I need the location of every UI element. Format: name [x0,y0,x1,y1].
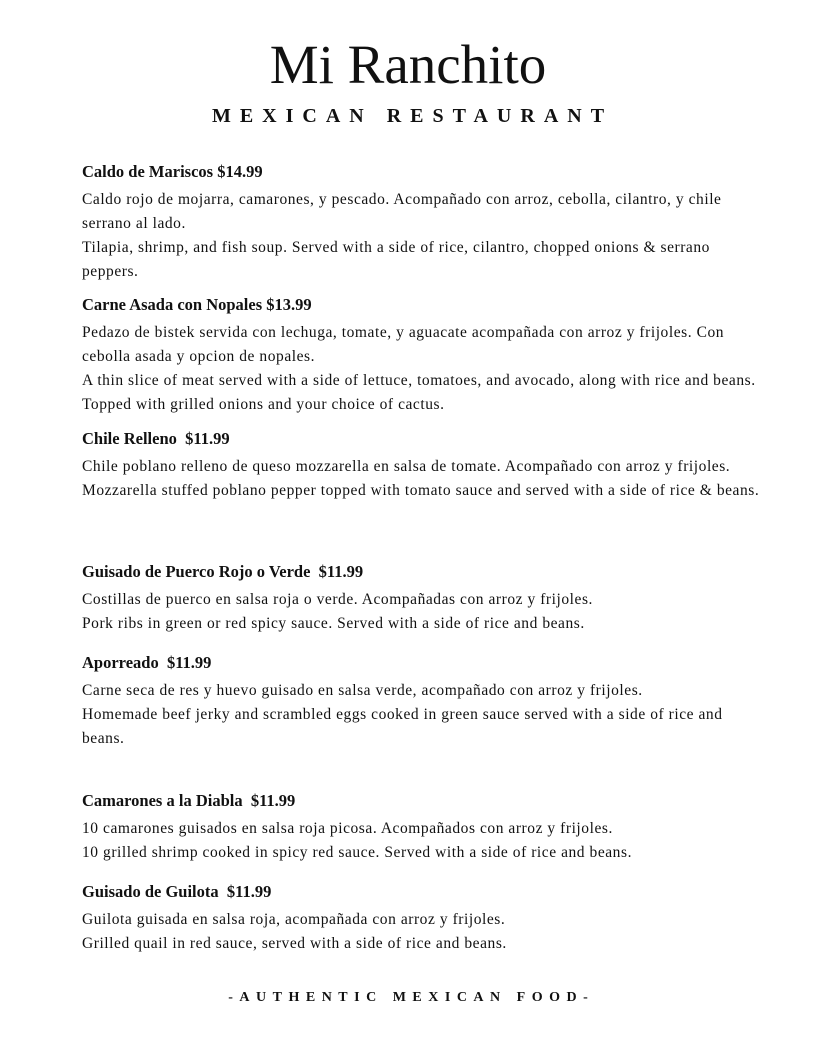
menu-item-description-english: A thin slice of meat served with a side of lettuce, tomatoes, and avocado, along with rice and beans. Topped with grilled onions and your choice of cactus. [82,372,756,413]
menu-item-description-spanish: Costillas de puerco en salsa roja o verde. Acompañadas con arroz y frijoles. [82,591,593,608]
menu-item-description-english: Pork ribs in green or red spicy sauce. Served with a side of rice and beans. [82,615,585,632]
menu-item-title: Carne Asada con Nopales $13.99 [82,295,312,314]
menu-item-title: Chile Relleno $11.99 [82,429,230,448]
menu-item-description-spanish: Guilota guisada en salsa roja, acompañada con arroz y frijoles. [82,911,506,928]
menu-item-caldo-de-mariscos [82,162,762,284]
menu-item-description-english: 10 grilled shrimp cooked in spicy red sauce. Served with a side of rice and beans. [82,844,632,861]
menu-item-title: Aporreado $11.99 [82,653,212,672]
menu-item-carne-asada [82,295,762,417]
menu-item-description-english: Grilled quail in red sauce, served with a side of rice and beans. [82,935,507,952]
menu-item-chile-relleno [82,429,762,503]
menu-item-description-spanish: 10 camarones guisados en salsa roja picosa. Acompañados con arroz y frijoles. [82,820,613,837]
menu-item-title: Camarones a la Diabla $11.99 [82,791,296,810]
menu-item-title: Caldo de Mariscos $14.99 [82,162,263,181]
menu-item-title: Guisado de Guilota $11.99 [82,882,272,901]
menu-item-description-spanish: Chile poblano relleno de queso mozzarella en salsa de tomate. Acompañado con arroz y frijoles. [82,458,731,475]
menu-item-title: Guisado de Puerco Rojo o Verde $11.99 [82,562,364,581]
menu-item-description-spanish: Carne seca de res y huevo guisado en salsa verde, acompañado con arroz y frijoles. [82,682,643,699]
menu-item-camarones-a-la-diabla [82,791,762,865]
restaurant-subtitle: MEXICAN RESTAURANT [211,105,614,127]
footer-tagline: -AUTHENTIC MEXICAN FOOD- [228,990,595,1005]
menu-item-description-english: Mozzarella stuffed poblano pepper topped with tomato sauce and served with a side of rice & beans. [82,482,760,499]
menu-item-guisado-de-puerco [82,562,762,636]
menu-item-description-spanish: Caldo rojo de mojarra, camarones, y pescado. Acompañado con arroz, cebolla, cilantro, y chile serrano al lado. [82,191,722,232]
menu-item-description-english: Tilapia, shrimp, and fish soup. Served with a side of rice, cilantro, chopped onions & serrano peppers. [82,239,710,280]
restaurant-name: Mi Ranchito [269,34,547,95]
menu-item-description-english: Homemade beef jerky and scrambled eggs cooked in green sauce served with a side of rice and beans. [82,706,723,747]
menu-item-description-spanish: Pedazo de bistek servida con lechuga, tomate, y aguacate acompañada con arroz y frijoles. Con cebolla asada y opcion de nopales. [82,324,725,365]
menu-item-aporreado [82,653,762,751]
menu-item-guisado-de-guilota [82,882,762,956]
